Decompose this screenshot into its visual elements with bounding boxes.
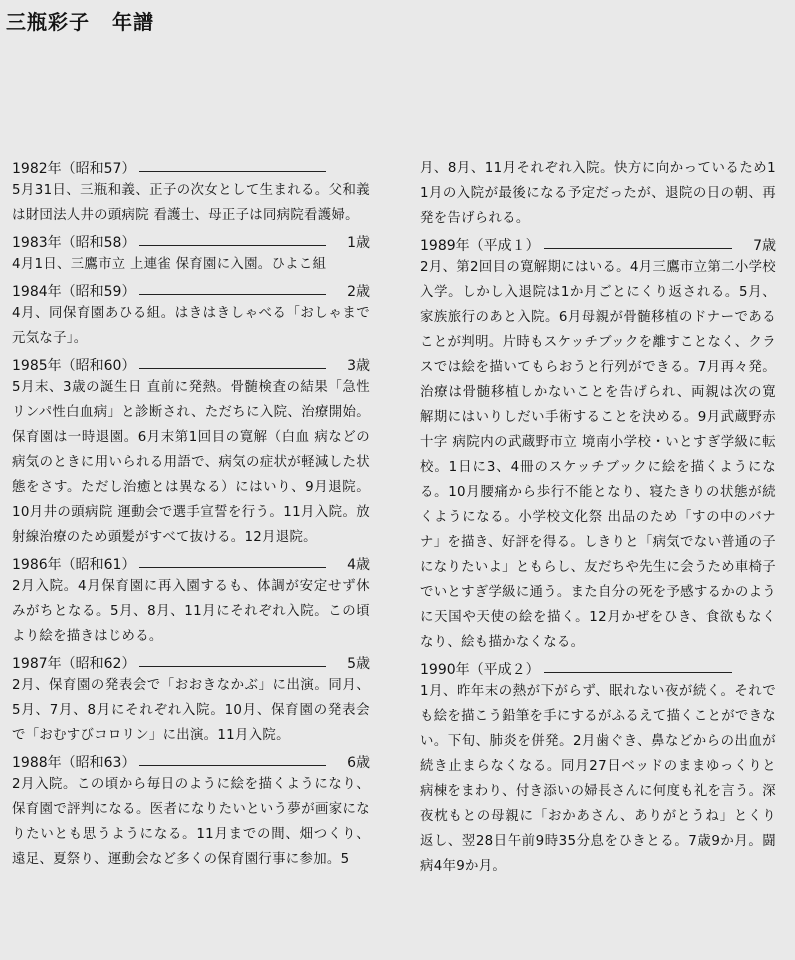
year-heading <box>12 353 370 375</box>
chronology-entry-1985 <box>12 353 370 550</box>
entry-text: 4月1日、三鷹市立 上連雀 保育園に入園。ひよこ組 <box>12 257 327 272</box>
entry-text: 2月、第2回目の寛解期にはいる。4月三鷹市立第二小学校 入学。しかし入退院は1か月ごとにくり返される。5月、家族旅行のあと入院。6月母親が骨髄移植のドナーであることが判明。片時もスケッチブックを離すことなく、クラスでは絵を描いてもらおうと行列ができる。7月再々発。治療は骨髄移植しかないことを告げられ、両親は次の寛解期にはいりしだい手術することを決める。9月武蔵野赤十字 病院内の武蔵野市立 境南小学校・いとすぎ学級に転校。1日に3、4冊のスケッチブックに絵を描くようになる。10月腰痛から歩行不能となり、寝たきりの状態が続くようになる。小学校文化祭 出品のため「すの中のバナナ」を描き、好評を得る。しきりと「病気でない普通の子になりたいよ」ともらし、友だちや先生に会うため車椅子でいとすぎ学級に通う。また自分の死を予感するかのように天国や天使の絵を描く。12月かぜをひき、食欲もなくなり、絵も描かなくなる。 <box>420 260 776 650</box>
heading-rule <box>544 248 732 249</box>
heading-rule <box>544 672 732 673</box>
chronology-entry-1988 <box>12 750 370 872</box>
year-heading <box>12 230 370 252</box>
chronology-entry-1988-continued <box>420 156 776 231</box>
heading-rule <box>139 368 326 369</box>
age-label: 7歳 <box>753 238 776 254</box>
left-column <box>12 156 370 874</box>
year-label: 1990年（平成２） <box>420 662 540 678</box>
entry-text: 1月、昨年末の熱が下がらず、眠れない夜が続く。それでも絵を描こう鉛筆を手にするがふるえて描くことができない。下旬、肺炎を併発。2月歯ぐき、鼻などからの出血が続き止まらなくなる。同月27日ベッドのままゆっくりと病棟をまわり、付き添いの婦長さんに何度も礼を言う。深夜枕もとの母親に「おかあさん、ありがとうね」とくり返し、翌28日午前9時35分息をひきとる。7歳9か月。闘病4年9か月。 <box>420 684 776 874</box>
entry-text: 2月入院。この頃から毎日のように絵を描くようになり、保育園で評判になる。医者になりたいという夢が画家になりたいとも思うようになる。11月までの間、畑つくり、遠足、夏祭り、運動会など多くの保育園行事に参加。5 <box>12 777 370 867</box>
age-label: 3歳 <box>347 358 370 374</box>
year-heading <box>420 657 776 679</box>
right-column <box>420 156 776 881</box>
heading-rule <box>139 245 326 246</box>
entry-text: 5月31日、三瓶和義、正子の次女として生まれる。父和義は財団法人井の頭病院 看護士、母正子は同病院看護婦。 <box>12 183 370 223</box>
year-heading <box>12 279 370 301</box>
entry-text: 5月末、3歳の誕生日 直前に発熱。骨髄検査の結果「急性リンパ性白血病」と診断され、ただちに入院、治療開始。保育園は一時退園。6月末第1回目の寛解（白血 病などの病気のときに用いられる用語で、病気の症状が軽減した状態をさす。ただし治癒とは異なる）にはいり、9月退院。10月井の頭病院 運動会で選手宣誓を行う。11月入院。放射線治療のため頭髪がすべて抜ける。12月退院。 <box>12 380 370 545</box>
year-heading <box>420 233 776 255</box>
chronology-entry-1982 <box>12 156 370 228</box>
year-label: 1983年（昭和58） <box>12 235 136 251</box>
year-label: 1985年（昭和60） <box>12 358 136 374</box>
year-heading <box>12 156 370 178</box>
heading-rule <box>139 765 326 766</box>
year-heading <box>12 750 370 772</box>
year-heading <box>12 651 370 673</box>
entry-text: 2月、保育園の発表会で「おおきなかぶ」に出演。同月、5月、7月、8月にそれぞれ入院。10月、保育園の発表会で「おむすびコロリン」に出演。11月入院。 <box>12 678 370 743</box>
chronology-entry-1987 <box>12 651 370 748</box>
age-label: 4歳 <box>347 557 370 573</box>
title-name: 三瓶彩子 <box>6 10 90 34</box>
age-label: 1歳 <box>347 235 370 251</box>
heading-rule <box>139 666 326 667</box>
entry-text: 月、8月、11月それぞれ入院。快方に向かっているため11月の入院が最後になる予定だったが、退院の日の朝、再発を告げられる。 <box>420 161 776 226</box>
chronology-entry-1986 <box>12 552 370 649</box>
chronology-entry-1990 <box>420 657 776 879</box>
heading-rule <box>139 171 326 172</box>
chronology-entry-1984 <box>12 279 370 351</box>
age-label: 6歳 <box>347 755 370 771</box>
year-label: 1987年（昭和62） <box>12 656 136 672</box>
year-label: 1982年（昭和57） <box>12 161 136 177</box>
entry-text: 4月、同保育園あひる組。はきはきしゃべる「おしゃまで元気な子」。 <box>12 306 370 346</box>
document-title <box>6 6 154 35</box>
year-label: 1984年（昭和59） <box>12 284 136 300</box>
age-label: 2歳 <box>347 284 370 300</box>
age-label: 5歳 <box>347 656 370 672</box>
chronology-entry-1983 <box>12 230 370 277</box>
year-label: 1986年（昭和61） <box>12 557 136 573</box>
year-label: 1989年（平成１） <box>420 238 540 254</box>
year-label: 1988年（昭和63） <box>12 755 136 771</box>
entry-text: 2月入院。4月保育園に再入園するも、体調が安定せず休みがちとなる。5月、8月、11月にそれぞれ入院。この頃より絵を描きはじめる。 <box>12 579 370 644</box>
title-subtitle: 年譜 <box>112 10 154 34</box>
year-heading <box>12 552 370 574</box>
chronology-entry-1989 <box>420 233 776 655</box>
heading-rule <box>139 567 326 568</box>
heading-rule <box>139 294 326 295</box>
